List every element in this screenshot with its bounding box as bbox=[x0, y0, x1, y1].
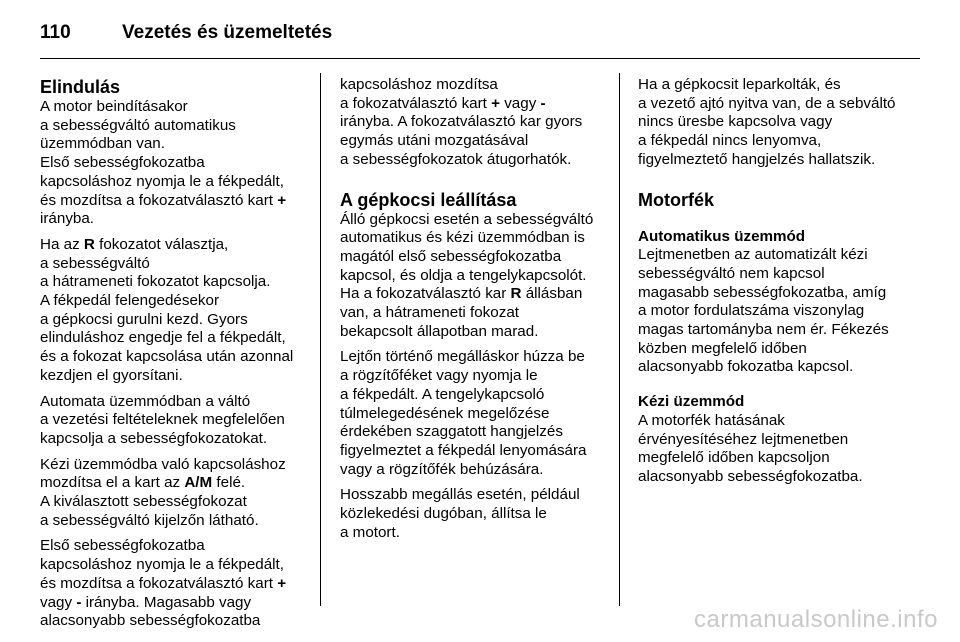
column-3 bbox=[638, 76, 906, 487]
paragraph: Lejtmenetben az automatizált kézi sebességváltó nem kapcsol magasabb sebességfokozatba, amíg a motor fordulatszáma viszonylag magas tartományba nem ér. Fékezés közben megfelelő időben alacsonyabb fokozatba kapcsol. bbox=[638, 246, 889, 376]
key-symbol-r: R bbox=[510, 285, 522, 303]
column-2 bbox=[340, 76, 608, 542]
subheading-manual-mode: Kézi üzemmód bbox=[638, 393, 745, 411]
paragraph: Első sebességfokozatba kapcsoláshoz nyomja le a fékpedált, és mozdítsa a fokozatválasztó kart + vagy - irányba. Magasabb vagy alacsonyabb sebességfokozatba bbox=[40, 537, 287, 630]
paragraph: Kézi üzemmódba való kapcsoláshoz mozdítsa el a kart az A/M felé. A kiválasztott sebességfokozat a sebességváltó kijelzőn látható. bbox=[40, 455, 286, 529]
header-rule bbox=[40, 58, 920, 59]
key-symbol-minus: - bbox=[76, 593, 82, 611]
paragraph: Automata üzemmódban a váltó a vezetési feltételeknek megfelelően kapcsolja a sebességfokozatokat. bbox=[40, 392, 285, 447]
paragraph: Hosszabb megállás esetén, például közlekedési dugóban, állítsa le a motort. bbox=[340, 486, 580, 541]
page-number: 110 bbox=[40, 22, 71, 43]
column-1 bbox=[40, 76, 308, 631]
paragraph: Ha az R fokozatot választja, a sebességváltó a hátrameneti fokozatot kapcsolja. A fékpedál felengedésekor a gépkocsi gurulni kezd. Gyors elinduláshoz engedje fel a fékpedált, és a fokozat kapcsolása után azonnal kezdjen el gyorsítani. bbox=[40, 235, 294, 384]
watermark: carmanualsonline.info bbox=[694, 606, 938, 633]
section-heading-engine-brake: Motorfék bbox=[638, 189, 714, 210]
paragraph: kapcsoláshoz mozdítsa a fokozatválasztó kart + vagy - irányba. A fokozatválasztó kar gyors egymás utáni mozgatásával a sebességfokozatok átugorhatók. bbox=[340, 76, 583, 168]
paragraph: A motor beindításakor a sebességváltó automatikus üzemmódban van. Első sebességfokozatba kapcsoláshoz nyomja le a fékpedált, és mozdítsa a fokozatválasztó kart + irányba. bbox=[40, 98, 287, 228]
key-symbol-am: A/M bbox=[184, 474, 213, 492]
column-divider-2 bbox=[619, 73, 620, 606]
key-symbol-plus: + bbox=[491, 94, 500, 112]
section-heading-stopping: A gépkocsi leállítása bbox=[340, 189, 517, 210]
key-symbol-plus: + bbox=[277, 191, 287, 209]
paragraph: Álló gépkocsi esetén a sebességváltó automatikus és kézi üzemmódban is magától első sebességfokozatba kapcsol, és oldja a tengelykapcsolót. Ha a fokozatválasztó kar R állásban van, a hátrameneti fokozat bekapcsolt állapotban marad. bbox=[340, 210, 594, 340]
section-heading-starting: Elindulás bbox=[40, 77, 121, 97]
key-symbol-plus: + bbox=[277, 574, 287, 592]
paragraph: Lejtőn történő megálláskor húzza be a rögzítőféket vagy nyomja le a fékpedált. A tengelykapcsoló túlmelegedésének megelőzése érdekében szaggatott hangjelzés figyelmeztet a fékpedál lenyomására vagy a rögzítőfék behúzására. bbox=[340, 348, 587, 478]
key-symbol-minus: - bbox=[540, 94, 546, 112]
key-symbol-r: R bbox=[83, 235, 95, 253]
paragraph: A motorfék hatásának érvényesítéséhez lejtmenetben megfelelő időben kapcsoljon alacsonyabb sebességfokozatba. bbox=[638, 411, 863, 485]
chapter-title: Vezetés és üzemeltetés bbox=[122, 22, 333, 43]
paragraph: Ha a gépkocsit leparkolták, és a vezető ajtó nyitva van, de a sebváltó nincs üresbe kapcsolva vagy a fékpedál nincs lenyomva, figyelmeztető hangjelzés hallatszik. bbox=[638, 76, 896, 168]
page-header bbox=[40, 20, 920, 46]
column-divider-1 bbox=[320, 73, 321, 606]
subheading-automatic-mode: Automatikus üzemmód bbox=[638, 227, 806, 245]
